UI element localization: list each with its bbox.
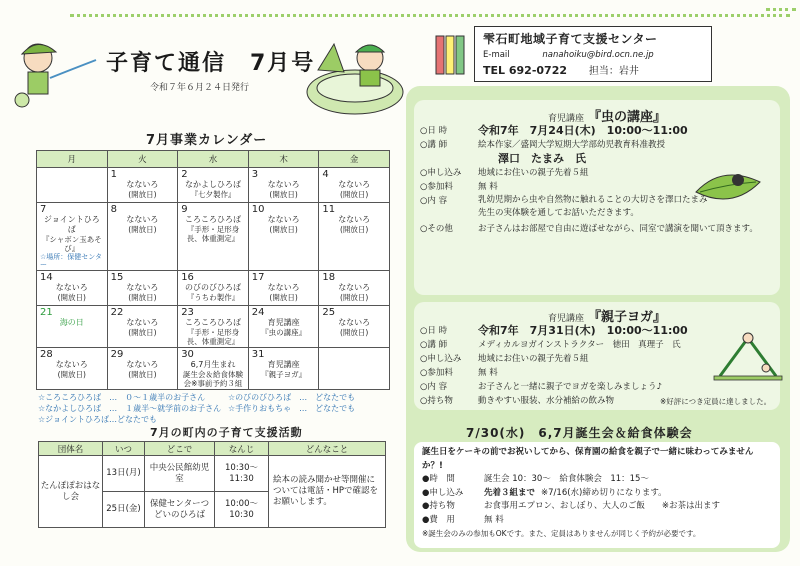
label-lecturer: ○講 師 <box>420 340 448 350</box>
group-name: たんぽぽおはなし会 <box>39 456 103 528</box>
calendar-event: ジョイントひろば <box>43 215 100 234</box>
calendar-event: (開放日) <box>57 370 86 379</box>
lecture2-fee: 無 料 <box>478 368 498 378</box>
birthday-fee: 無 料 <box>484 514 504 525</box>
calendar-event: (開放日) <box>340 190 369 199</box>
calendar-date: 8 <box>110 204 117 215</box>
what-cell: 絵本の読み聞かせ等開催については電話・HPで確認をお願いします。 <box>269 456 386 528</box>
calendar-title: 7月事業カレンダー <box>146 133 268 148</box>
birthday-time: 誕生会 10：30～ 給食体験会 11：15～ <box>484 474 649 484</box>
calendar-event: のびのびひろば <box>184 283 241 292</box>
birthday-apply-bold: 先着３組まで <box>484 487 536 498</box>
label-content: ○内 容 <box>420 382 448 392</box>
calendar-event: 『シャボン玉あそび』 <box>41 235 102 253</box>
calendar-event: (開放日) <box>269 293 298 302</box>
calendar-date: 28 <box>40 349 53 360</box>
lecture2-date: 令和7年 7月31日(木) 10:00～11:00 <box>478 324 688 337</box>
lecture1-head-label: 育児講座 <box>548 114 585 124</box>
town-column-header: 団体名 <box>39 442 103 456</box>
calendar-event: (開放日) <box>269 190 298 199</box>
calendar-date: 1 <box>110 169 117 180</box>
lecture2-apply: 地域にお住いの親子先着５組 <box>478 354 589 364</box>
calendar-cell <box>107 168 178 203</box>
calendar-event: なないろ <box>126 180 159 189</box>
calendar-event: なないろ <box>338 283 371 292</box>
calendar-date: 17 <box>251 272 265 283</box>
calendar-day-header: 火 <box>107 151 178 168</box>
calendar-event: (開放日) <box>128 225 157 234</box>
calendar-date: 30 <box>181 349 194 360</box>
calendar-event: 『七夕製作』 <box>190 190 236 199</box>
time-cell: 10:30～11:30 <box>215 456 269 492</box>
calendar-cell <box>178 203 249 271</box>
calendar-week <box>37 203 390 271</box>
where-cell: 中央公民館幼児室 <box>145 456 215 492</box>
calendar-date: 21 <box>40 307 53 318</box>
town-column-header: いつ <box>103 442 145 456</box>
calendar-cell <box>248 203 319 271</box>
top-decoration <box>70 14 790 24</box>
event-calendar <box>36 150 390 390</box>
lecture2-head-label: 育児講座 <box>548 314 585 324</box>
label-date: ○日 時 <box>420 326 448 336</box>
tel-number[interactable]: TEL 692-0722 <box>483 64 567 77</box>
calendar-event: 『うちわ製作』 <box>186 293 240 302</box>
email-address[interactable]: nanahoiku@bird.ocn.ne.jp <box>542 50 654 60</box>
when-cell: 13日(月) <box>103 456 145 492</box>
when-cell: 25日(金) <box>103 492 145 528</box>
email-label: E-mail <box>483 50 510 60</box>
calendar-event: 『親子ヨガ』 <box>261 370 307 379</box>
label-content: ○内 容 <box>420 196 448 206</box>
time-cell: 10:00～10:30 <box>215 492 269 528</box>
legend-item: ☆なかよしひろば … １歳半～就学前のお子さん <box>38 404 222 413</box>
calendar-day-header: 水 <box>178 151 249 168</box>
lecture1-content: 乳幼児期から虫や自然物に触れることの大切さを澤口たまみ先生の実体験を通してお話いただきます。 <box>478 195 708 218</box>
lecture1-other: お子さんはお部屋で自由に遊ばせながら、同室で講演を聞いて頂きます。 <box>478 224 758 234</box>
calendar-event: ころころひろば <box>184 318 241 327</box>
legend-item: ☆ころころひろば … ０～１歳半のお子さん <box>38 393 206 402</box>
lecture1-apply: 地域にお住いの親子先着５組 <box>478 168 589 178</box>
legend-item: ☆ジョイントひろば…どなたでも <box>38 415 158 424</box>
birthday-bring: お食事用エプロン、おしぼり、大人のご飯 ※お茶は出ます <box>484 501 720 511</box>
calendar-event: 『手形・足形身長、体重測定』 <box>186 328 240 346</box>
calendar-date: 3 <box>251 169 259 180</box>
calendar-event: 育児講座 <box>267 360 300 369</box>
calendar-date: 29 <box>110 349 124 360</box>
label-fee: ●費 用 <box>422 514 455 525</box>
calendar-event: (開放日) <box>128 370 157 379</box>
calendar-event: なないろ <box>267 283 300 292</box>
calendar-cell <box>37 348 108 390</box>
calendar-event: (開放日) <box>57 293 86 302</box>
leaf-ladybug-illustration <box>692 162 764 212</box>
child-in-pool-illustration <box>300 30 410 120</box>
label-lecturer: ○講 師 <box>420 140 448 150</box>
page-title: 子育て通信 7月号 <box>106 51 316 76</box>
calendar-event: なないろ <box>126 318 159 327</box>
calendar-event: なないろ <box>126 360 159 369</box>
calendar-cell <box>319 168 390 203</box>
calendar-date: 9 <box>181 204 188 215</box>
calendar-event: なないろ <box>267 180 300 189</box>
charge-person: 担当：岩井 <box>588 66 639 77</box>
calendar-cell <box>319 271 390 306</box>
calendar-cell <box>248 348 319 390</box>
calendar-cell <box>107 306 178 348</box>
calendar-event: 育児講座 <box>267 318 300 327</box>
calendar-event: (開放日) <box>340 328 369 337</box>
calendar-date: 15 <box>110 272 124 283</box>
calendar-event: なないろ <box>126 283 159 292</box>
calendar-date: 24 <box>251 307 265 318</box>
calendar-event: なないろ <box>338 180 371 189</box>
calendar-date: 14 <box>40 272 53 283</box>
yoga-illustration <box>712 328 784 384</box>
calendar-event: 海の日 <box>59 318 84 327</box>
label-fee: ○参加料 <box>420 368 453 378</box>
legend-item: ☆のびのびひろば … どなたでも <box>228 393 356 402</box>
lecture2-name: 『親子ヨガ』 <box>588 310 667 325</box>
crayons-illustration <box>430 32 470 78</box>
birthday-apply-rest: ※7/16(水)締め切りになります。 <box>541 487 667 498</box>
center-email-line <box>483 50 703 60</box>
birthday-footnote: ※誕生会のみの参加もOKです。また、定員はありませんが同じく予約が必要です。 <box>422 529 701 538</box>
label-apply: ○申し込み <box>420 168 462 178</box>
calendar-cell <box>37 306 108 348</box>
lecture1-name: 『虫の講座』 <box>588 110 667 125</box>
calendar-event: なないろ <box>338 318 371 327</box>
calendar-date: 25 <box>322 307 336 318</box>
calendar-date: 16 <box>181 272 194 283</box>
calendar-date: 22 <box>110 307 124 318</box>
calendar-event: 6,7月生まれ <box>190 360 236 369</box>
calendar-cell <box>319 203 390 271</box>
calendar-cell <box>37 168 108 203</box>
calendar-cell <box>107 271 178 306</box>
calendar-event: (開放日) <box>128 328 157 337</box>
calendar-cell <box>248 271 319 306</box>
calendar-event: 『虫の講座』 <box>261 328 307 337</box>
calendar-event: なないろ <box>338 215 371 224</box>
town-activities-title: 7月の町内の子育て支援活動 <box>150 426 303 439</box>
calendar-date: 7 <box>40 204 47 215</box>
lecture1-date: 令和7年 7月24日(木) 10:00～11:00 <box>478 124 688 137</box>
child-watering-illustration <box>10 30 100 110</box>
calendar-date: 2 <box>181 169 188 180</box>
where-cell: 保健センターつどいのひろば <box>145 492 215 528</box>
calendar-cell <box>107 203 178 271</box>
lecture1-lecturer-name: 澤口 たまみ 氏 <box>498 152 586 165</box>
calendar-legend <box>38 392 388 425</box>
calendar-cell <box>178 168 249 203</box>
birthday-lead: 誕生日をケーキの前でお祝いしてから、保育園の給食を親子で一緒に味わってみませんか？! <box>422 447 754 471</box>
legend-row <box>38 392 388 403</box>
label-apply: ○申し込み <box>420 354 462 364</box>
calendar-note: ☆場所：保健センター <box>40 253 102 269</box>
calendar-day-header: 月 <box>37 151 108 168</box>
calendar-date: 23 <box>181 307 194 318</box>
calendar-week <box>37 348 390 390</box>
calendar-event: なないろ <box>126 215 159 224</box>
legend-row <box>38 403 388 414</box>
calendar-date: 10 <box>251 204 265 215</box>
calendar-week <box>37 306 390 348</box>
lecture1-fee: 無 料 <box>478 182 498 192</box>
calendar-cell <box>178 271 249 306</box>
calendar-event: なないろ <box>55 283 88 292</box>
town-column-header: どこで <box>145 442 215 456</box>
table-row <box>39 456 386 492</box>
lecture1-heading <box>548 106 666 125</box>
calendar-event: (開放日) <box>340 225 369 234</box>
town-activities-table <box>38 441 386 528</box>
calendar-cell <box>178 306 249 348</box>
birthday-title: 7/30(水) 6,7月誕生会＆給食体験会 <box>466 426 693 440</box>
calendar-event: (開放日) <box>128 293 157 302</box>
calendar-cell <box>37 203 108 271</box>
label-apply: ●申し込み <box>422 487 464 498</box>
lecture2-bring: 動きやすい服装、水分補給の飲み物 <box>478 396 615 406</box>
calendar-event: 誕生会＆給食体験会※事前予約３組 <box>182 370 243 388</box>
calendar-week <box>37 271 390 306</box>
calendar-date: 31 <box>251 349 265 360</box>
calendar-event: 『手形・足形身長、体重測定』 <box>186 225 240 243</box>
calendar-event: ころころひろば <box>184 215 241 224</box>
corner-decoration <box>766 8 796 26</box>
calendar-cell <box>319 306 390 348</box>
calendar-cell <box>248 306 319 348</box>
label-fee: ○参加料 <box>420 182 453 192</box>
issue-date: 令和７年６月２４日発行 <box>150 83 250 93</box>
lecture2-lecturer: メディカルヨガインストラクター 徳田 真理子 氏 <box>478 340 681 350</box>
label-other: ○その他 <box>420 224 453 234</box>
calendar-event: なないろ <box>55 360 88 369</box>
calendar-event: なないろ <box>267 215 300 224</box>
center-info-box <box>474 26 712 82</box>
calendar-week <box>37 168 390 203</box>
calendar-event: (開放日) <box>269 225 298 234</box>
calendar-date: 18 <box>322 272 336 283</box>
calendar-event: (開放日) <box>128 190 157 199</box>
lecture2-note: ※好評につき定員に達しました。 <box>660 397 772 406</box>
label-time: ●時 間 <box>422 474 455 484</box>
calendar-cell <box>319 348 390 390</box>
calendar-day-header: 木 <box>248 151 319 168</box>
calendar-event: なかよしひろば <box>184 180 241 189</box>
town-column-header: どんなこと <box>269 442 386 456</box>
calendar-cell <box>248 168 319 203</box>
lecture2-content: お子さんと一緒に親子でヨガを楽しみましょう♪ <box>478 382 662 392</box>
label-bring: ○持ち物 <box>420 396 453 406</box>
center-tel-line <box>483 62 703 77</box>
town-column-header: なんじ <box>215 442 269 456</box>
calendar-day-header: 金 <box>319 151 390 168</box>
birthday-box <box>414 442 780 548</box>
lecture1-lecturer-title: 絵本作家／盛岡大学短期大学部幼児教育科准教授 <box>478 140 666 150</box>
center-name: 雫石町地域子育て支援センター <box>483 32 658 46</box>
calendar-cell <box>37 271 108 306</box>
legend-item: ☆手作りおもちゃ … どなたでも <box>228 404 356 413</box>
calendar-cell <box>178 348 249 390</box>
calendar-cell <box>107 348 178 390</box>
label-date: ○日 時 <box>420 126 448 136</box>
calendar-event: (開放日) <box>340 293 369 302</box>
lecture2-heading <box>548 306 666 325</box>
label-bring: ●持ち物 <box>422 501 455 511</box>
calendar-date: 4 <box>322 169 329 180</box>
calendar-date: 11 <box>322 204 336 215</box>
